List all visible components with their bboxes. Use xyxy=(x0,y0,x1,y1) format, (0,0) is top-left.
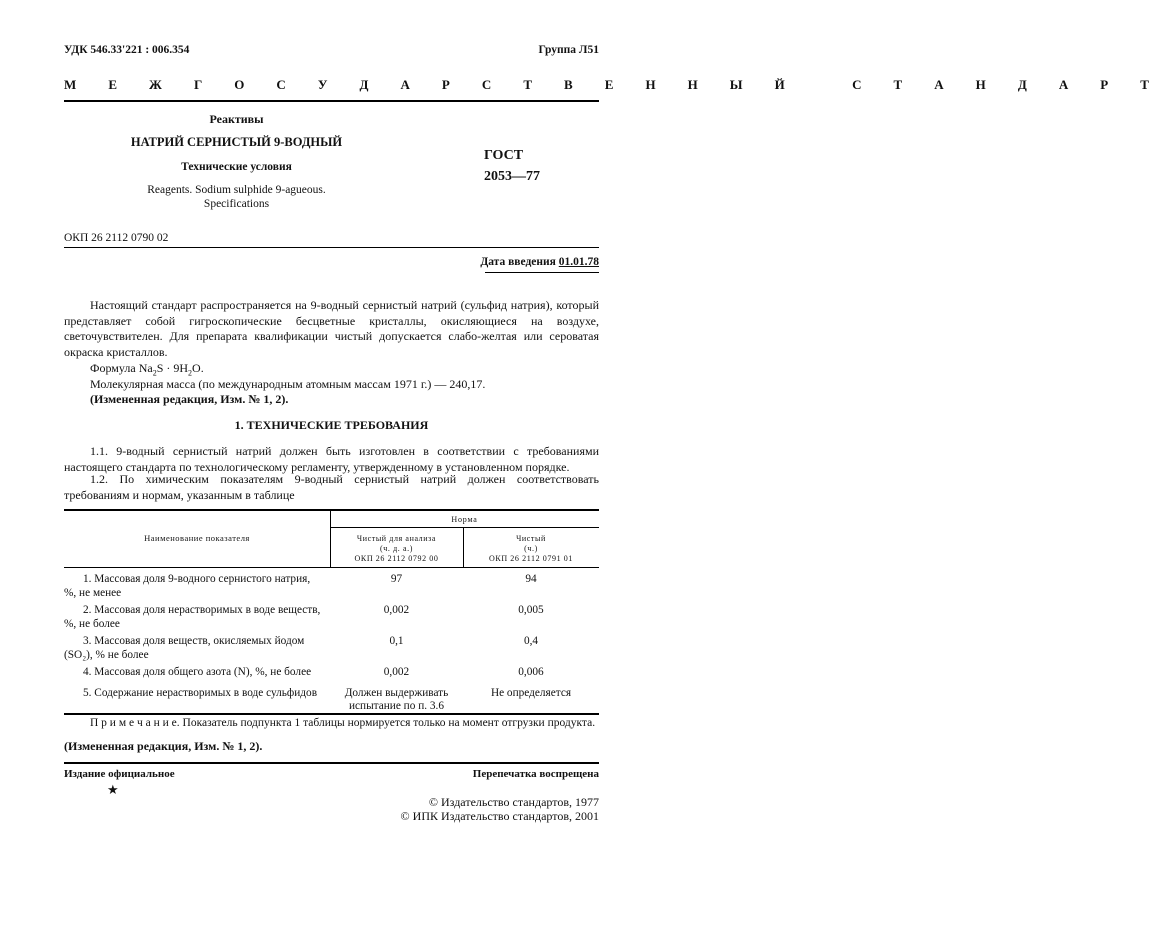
document-title: НАТРИЙ СЕРНИСТЫЙ 9-ВОДНЫЙ xyxy=(130,135,343,149)
formula-o: O. xyxy=(192,361,204,375)
section-heading: 1. ТЕХНИЧЕСКИЕ ТРЕБОВАНИЯ xyxy=(234,418,429,432)
table-row-4-value-a: 0,002 xyxy=(383,666,410,678)
table-row-2-label-l2: %, не более xyxy=(64,618,120,630)
table-row-3-value-b: 0,4 xyxy=(523,635,539,647)
formula-sub2: 2 xyxy=(188,368,193,378)
english-title-line2: Specifications xyxy=(203,198,270,210)
table-row-1-label-l1: 1. Массовая доля 9-водного сернистого натрия, xyxy=(83,573,311,585)
table-row-3-value-a: 0,1 xyxy=(389,635,404,647)
reprint-prohibited: Перепечатка воспрещена xyxy=(472,768,599,780)
table-row-2-label-l1: 2. Массовая доля нерастворимых в воде веществ, xyxy=(83,604,321,616)
copyright-2001: © ИПК Издательство стандартов, 2001 xyxy=(400,809,599,823)
gost-number: 2053—77 xyxy=(484,169,540,184)
group-code: Группа Л51 xyxy=(538,44,599,56)
table-row-4-label-l1: 4. Массовая доля общего азота (N), %, не более xyxy=(83,666,312,678)
formula-sub1: 2 xyxy=(152,368,157,378)
okp-code: ОКП 26 2112 0790 02 xyxy=(64,232,169,244)
paragraph-1-1: 1.1. 9-водный сернистый натрий должен быть изготовлен в соответствии с требованиями настоящего стандарта по технологическому регламенту, утвержденному в установленном порядке. xyxy=(64,444,599,474)
table-row-2-value-a: 0,002 xyxy=(383,604,410,616)
table-row-3-label-l2: (SO₂), % не более xyxy=(64,649,149,661)
table-row-5-value-a: Должен выдерживать xyxy=(344,687,449,699)
header-rule xyxy=(64,100,599,102)
col-b-line1: Чистый xyxy=(516,534,546,543)
col-a-line1: Чистый для анализа xyxy=(356,534,437,543)
col-b-line3: ОКП 26 2112 0791 01 xyxy=(489,554,573,563)
col-a-line3: ОКП 26 2112 0792 00 xyxy=(354,554,439,563)
table-norma-rule xyxy=(330,527,599,528)
table-row-1-value-b: 94 xyxy=(525,573,537,585)
english-title-line1: Reagents. Sodium sulphide 9-agueous. xyxy=(147,184,326,196)
category: Реактивы xyxy=(209,112,264,126)
note-edition: (Измененная редакция, Изм. № 1, 2). xyxy=(64,739,263,753)
col-a-line2: (ч. д. а.) xyxy=(380,544,413,553)
table-row-4-value-b: 0,006 xyxy=(518,666,544,678)
interstate-standard-banner: М Е Ж Г О С У Д А Р С Т В Е Н Н Ы Й С Т А Н Д А Р Т xyxy=(64,77,1163,92)
copyright-1977: © Издательство стандартов, 1977 xyxy=(428,795,599,809)
table-row-3-label-l1: 3. Массовая доля веществ, окисляемых йодом xyxy=(83,635,305,647)
gost-label: ГОСТ xyxy=(484,148,524,163)
paragraph-1-2: 1.2. По химическим показателям 9-водный сернистый натрий должен соответствовать требованиям и нормам, указанным в таблице xyxy=(64,472,599,502)
footer-rule xyxy=(64,762,599,764)
col-b-line2: (ч.) xyxy=(524,544,538,553)
udk-code: УДК 546.33'221 : 006.354 xyxy=(64,44,190,56)
edition-note: (Измененная редакция, Изм. № 1, 2). xyxy=(90,392,289,406)
introduction-date xyxy=(480,256,599,268)
title-rule xyxy=(64,247,599,248)
formula-s: S · 9H xyxy=(156,361,189,375)
col-header-norma: Норма xyxy=(451,515,478,524)
table-row-5-value-b: Не определяется xyxy=(490,687,572,699)
note-text: Показатель подпункта 1 таблицы нормируется только на момент отгрузки продукта. xyxy=(182,717,596,729)
table-row-5-value-a2: испытание по п. 3.6 xyxy=(348,700,445,712)
table-note xyxy=(90,716,595,731)
table-row-1-value-a: 97 xyxy=(390,573,403,585)
formula-na: Na xyxy=(138,361,153,375)
note-label: П р и м е ч а н и е. xyxy=(90,717,180,729)
star-icon: ★ xyxy=(107,782,119,797)
formula-label: Формула xyxy=(90,361,136,375)
col-header-name: Наименование показателя xyxy=(144,533,250,543)
table-bottom-rule xyxy=(64,713,599,715)
table-header-rule xyxy=(64,567,599,568)
date-rule xyxy=(485,272,599,273)
table-row-5-label-l1: 5. Содержание нерастворимых в воде сульфидов xyxy=(83,687,318,699)
table-row-2-value-b: 0,005 xyxy=(518,604,544,616)
intro-paragraph: Настоящий стандарт распространяется на 9-водный сернистый натрий (сульфид натрия), который представляет собой гигроскопические бесцветные кристаллы, окисляющиеся на воздухе, светочувствителен. Для препарата квалификации чистый допускается слабо-желтая или сероватая окраска кристаллов. xyxy=(64,298,599,359)
table-row-1-label-l2: %, не менее xyxy=(64,587,122,599)
document-subtitle: Технические условия xyxy=(181,161,292,173)
table-top-rule xyxy=(64,509,599,511)
intro-date-label: Дата введения xyxy=(480,256,556,268)
molecular-mass: Молекулярная масса (по международным атомным массам 1971 г.) — 240,17. xyxy=(90,377,486,391)
intro-date-value: 01.01.78 xyxy=(558,256,599,268)
official-edition: Издание официальное xyxy=(64,768,175,780)
